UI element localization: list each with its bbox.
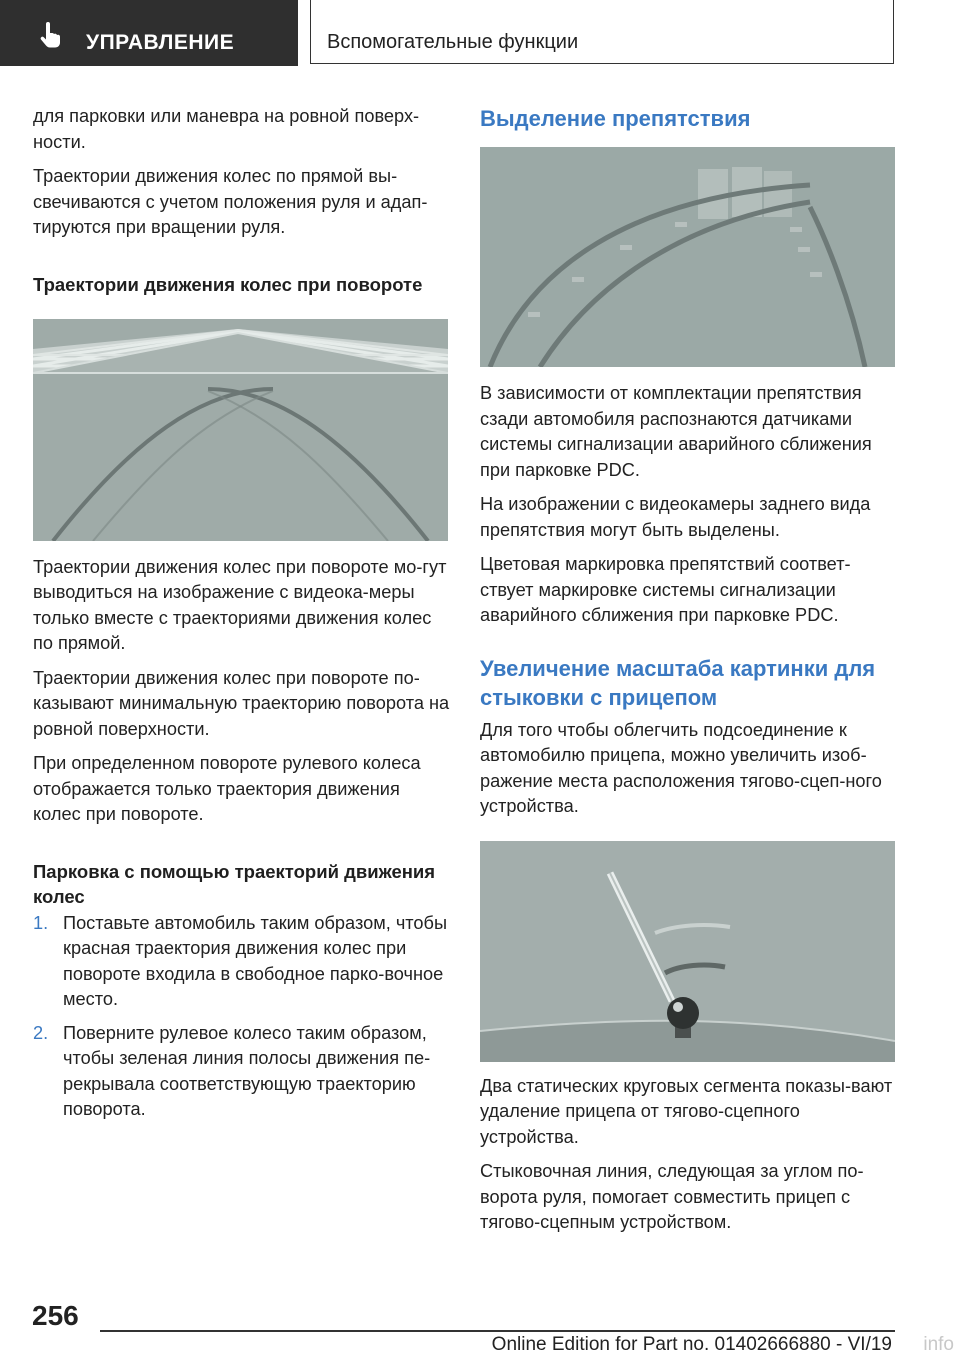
subheading-parking: Парковка с помощью траекторий движения колес bbox=[33, 860, 436, 907]
paragraph: Траектории движения колес при повороте мо-гут выводиться на изображение с видеока-меры только вместе с траекториями движения колес по прямой. bbox=[33, 556, 447, 653]
step-text: Поставьте автомобиль таким образом, чтобы красная траектория движения колес при повороте входила в свободное парко-вочное место. bbox=[63, 912, 448, 1009]
step-text: Поверните рулевое колесо таким образом, чтобы зеленая линия полосы движения пе-рекрывала соответствующую траекторию поворота. bbox=[63, 1022, 431, 1119]
paragraph: В зависимости от комплектации препятствия сзади автомобиля распознаются датчиками системы сигнализации аварийного сближения при парковке PDC. bbox=[480, 383, 872, 480]
paragraph: Цветовая маркировка препятствий соответ-ствует маркировке системы сигнализации аварийного сближения при парковке PDC. bbox=[480, 554, 851, 625]
paragraph: Для того чтобы облегчить подсоединение к автомобилю прицепа, можно увеличить изоб-ражение места расположения тягово-сцеп-ного устройства. bbox=[480, 719, 882, 816]
chapter-title: УПРАВЛЕНИЕ bbox=[86, 31, 235, 54]
page-number: 256 bbox=[32, 1300, 79, 1331]
paragraph: для парковки или маневра на ровной поверх-ности. bbox=[33, 106, 420, 152]
section-title: Вспомогательные функции bbox=[327, 31, 579, 53]
paragraph: Два статических круговых сегмента показы-вают удаление прицепа от тягово-сцепного устройства. bbox=[480, 1075, 893, 1147]
list-item bbox=[33, 1021, 451, 1123]
turn-trajectories-image bbox=[33, 319, 448, 541]
edition-text: Online Edition for Part no. 01402666880 - VI/19 bbox=[491, 1334, 892, 1355]
hand-pointer-icon bbox=[40, 22, 62, 48]
watermark: info bbox=[923, 1334, 954, 1355]
paragraph: При определенном повороте рулевого колеса отображается только траектория движения колес при повороте. bbox=[33, 753, 421, 824]
steps-list bbox=[33, 911, 451, 1123]
paragraph: Траектории движения колес по прямой вы-свечиваются с учетом положения руля и адап-тируются при вращении руля. bbox=[33, 166, 428, 237]
section-heading-obstacle: Выделение препятствия bbox=[480, 106, 751, 131]
chapter-tab bbox=[0, 0, 298, 66]
section-header bbox=[310, 0, 894, 64]
step-number: 1. bbox=[33, 912, 49, 933]
subheading-turn-trajectories: Траектории движения колес при повороте bbox=[33, 273, 423, 295]
trailer-hitch-image bbox=[480, 841, 895, 1062]
paragraph: На изображении с видеокамеры заднего вида препятствия могут быть выделены. bbox=[480, 494, 871, 540]
section-heading-zoom: Увеличение масштаба картинки для стыковки с прицепом bbox=[480, 655, 876, 710]
step-number: 2. bbox=[33, 1022, 49, 1043]
right-column bbox=[480, 104, 898, 1245]
list-item bbox=[33, 911, 451, 1013]
footer-divider bbox=[100, 1330, 895, 1332]
left-column bbox=[33, 104, 451, 1131]
obstacle-highlight-image bbox=[480, 147, 895, 367]
paragraph: Стыковочная линия, следующая за углом по-ворота руля, помогает совместить прицеп с тягово-сцепным устройством. bbox=[480, 1161, 864, 1232]
paragraph: Траектории движения колес при повороте по-казывают минимальную траекторию поворота на ровной поверхности. bbox=[33, 667, 450, 739]
